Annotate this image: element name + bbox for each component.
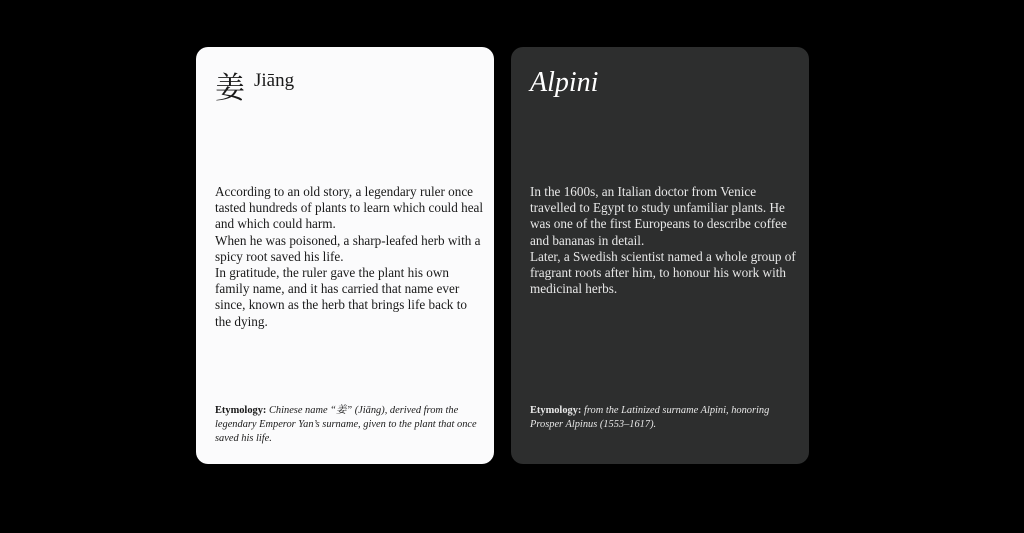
story-paragraph: Later, a Swedish scientist named a whole group of fragrant roots after him, to honour his work with medicinal herbs. <box>530 248 796 297</box>
alpini-card <box>511 47 809 464</box>
pinyin-title: Jiāng <box>254 70 295 91</box>
story-paragraph: According to an old story, a legendary ruler once tasted hundreds of plants to learn which could heal and which could harm. <box>215 184 484 232</box>
hanzi-character: 姜 <box>215 71 245 106</box>
story-paragraph: In the 1600s, an Italian doctor from Venice travelled to Egypt to study unfamiliar plants. He was one of the first Europeans to describe coffee and bananas in detail. <box>530 184 787 248</box>
etymology-note <box>215 404 477 447</box>
story-text <box>530 184 800 297</box>
etymology-note <box>530 404 792 432</box>
card-title <box>215 69 294 106</box>
etymology-label: Etymology: <box>530 405 582 416</box>
etymology-text: from the Latinized surname Alpini, honoring Prosper Alpinus (1553–1617). <box>530 405 770 431</box>
jiang-card <box>196 47 494 464</box>
card-title: Alpini <box>530 67 599 98</box>
etymology-label: Etymology: <box>215 405 267 416</box>
story-paragraph: In gratitude, the ruler gave the plant his own family name, and it has carried that name ever since, known as the herb that brings life back to the dying. <box>215 265 467 329</box>
story-text <box>215 184 485 330</box>
etymology-text: Chinese name “姜” (Jiāng), derived from the legendary Emperor Yan’s surname, given to the plant that once saved his life. <box>215 405 477 445</box>
story-paragraph: When he was poisoned, a sharp-leafed herb with a spicy root saved his life. <box>215 232 481 264</box>
